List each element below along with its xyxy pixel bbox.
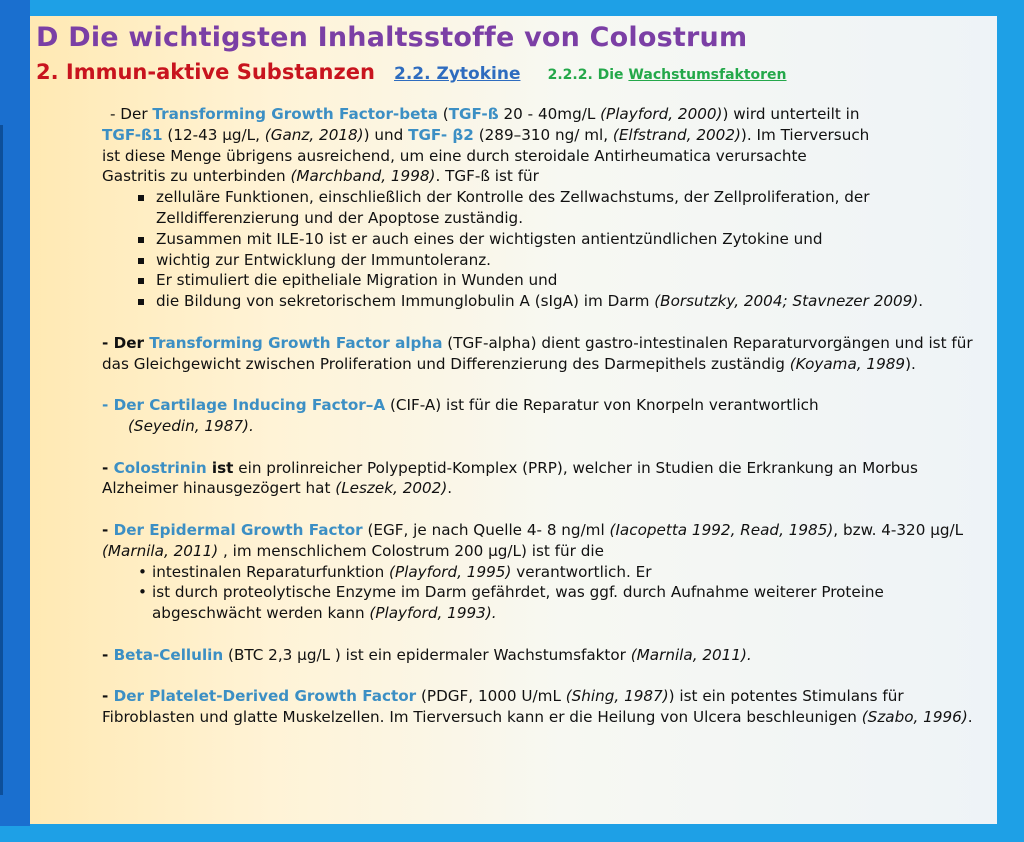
text: - Der	[102, 333, 150, 352]
slide-panel	[30, 16, 997, 824]
btc-name: Beta-Cellulin	[113, 645, 224, 664]
text: , im menschlichem Colostrum 200 µg/L) ist für die	[218, 541, 604, 560]
egf-name: Der Epidermal Growth Factor	[113, 520, 363, 539]
text: .	[967, 708, 973, 727]
list-item: zelluläre Funktionen, einschließlich der Kontrolle des Zellwachstums, der Zellproliferation, der Zelldifferenzierung und der Apoptose zuständig.	[136, 187, 988, 229]
citation: (Ganz, 2018)	[264, 125, 364, 144]
text: ). Im Tierversuch	[740, 125, 870, 144]
cif-citation-line	[108, 416, 988, 437]
text: (PDGF, 1000 U/mL	[416, 687, 566, 706]
spacer	[108, 312, 988, 333]
tgfb-line4	[102, 166, 988, 187]
subtitle-wachs-link[interactable]: Wachstumsfaktoren	[628, 67, 787, 83]
cif-name: Der Cartilage Inducing Factor–A	[113, 396, 386, 415]
text: , bzw. 4-320 µg/L	[833, 520, 964, 539]
citation: (Leszek, 2002)	[335, 479, 448, 498]
text: (	[437, 105, 449, 123]
dash: -	[102, 645, 114, 664]
tgfb-line2	[102, 125, 988, 146]
citation: (Playford, 1995)	[389, 562, 512, 581]
subtitle-wachstumsfaktoren	[548, 67, 787, 83]
subtitle-wachs-prefix: 2.2.2. Die	[547, 67, 629, 83]
citation: (Iacopetta 1992, Read, 1985)	[609, 520, 834, 539]
dash: -	[102, 687, 114, 706]
list-item: wichtig zur Entwicklung der Immuntoleranz.	[136, 250, 988, 271]
tgfb1-abbr: TGF-ß1	[102, 125, 163, 144]
text: . TGF-ß ist für	[435, 167, 539, 186]
slide-title: D Die wichtigsten Inhaltsstoffe von Colostrum	[36, 22, 748, 53]
spacer	[108, 624, 988, 645]
text: die Bildung von sekretorischem Immunglobulin A (sIgA) im Darm	[156, 292, 655, 311]
cif-paragraph	[102, 395, 988, 416]
text: ist	[206, 458, 234, 477]
subtitle-row	[36, 60, 787, 84]
text: (12-43 µg/L,	[162, 125, 265, 144]
subtitle-main: 2. Immun-aktive Substanzen	[36, 60, 375, 84]
text: ).	[905, 354, 916, 373]
pdgf-paragraph	[102, 686, 988, 728]
content-body	[102, 104, 988, 728]
citation: (Elfstrand, 2002)	[612, 125, 741, 144]
tgfb-paragraph	[108, 104, 988, 125]
citation: (Koyama, 1989	[789, 354, 906, 373]
tgfb-bullet-list	[108, 187, 988, 312]
text: (EGF, je nach Quelle 4- 8 ng/ml	[362, 520, 610, 539]
colostrinin-paragraph	[102, 458, 988, 500]
citation: (Borsutzky, 2004; Stavnezer 2009)	[654, 292, 919, 311]
text: - Der	[110, 105, 153, 123]
dash: -	[102, 396, 114, 415]
text: (289–310 ng/ ml,	[473, 125, 613, 144]
dash: -	[102, 458, 114, 477]
text: ist durch proteolytische Enzyme im Darm gefährdet, was ggf. durch Aufnahme weiterer Proteine abgeschwächt werden kann	[152, 583, 884, 623]
text: intestinalen Reparaturfunktion	[152, 562, 390, 581]
spacer	[108, 666, 988, 687]
text: ) und	[363, 125, 409, 144]
left-border-accent	[0, 125, 3, 795]
list-item	[136, 291, 988, 312]
text: (BTC 2,3 µg/L ) ist ein epidermaler Wachstumsfaktor	[223, 645, 631, 664]
tgfa-paragraph	[102, 333, 988, 375]
subtitle-zytokine-link[interactable]: 2.2. Zytokine	[394, 64, 521, 84]
citation: (Playford, 1993).	[369, 604, 497, 623]
list-item: Er stimuliert die epitheliale Migration in Wunden und	[136, 270, 988, 291]
list-item: Zusammen mit ILE-10 ist er auch eines der wichtigsten antientzündlichen Zytokine und	[136, 229, 988, 250]
colostrinin-name: Colostrinin	[113, 458, 207, 477]
text: .	[918, 292, 924, 311]
list-item	[138, 562, 988, 583]
list-item	[138, 582, 988, 624]
citation: (Seyedin, 1987).	[128, 416, 254, 435]
spacer	[108, 499, 988, 520]
text: verantwortlich. Er	[511, 562, 652, 581]
text: ) ist ein potentes Stimulans für Fibroblasten und glatte Muskelzellen. Im Tierversuch kann er die Heilung von Ulcera beschleunigen	[102, 687, 904, 727]
bottom-border-strip	[0, 826, 1024, 842]
spacer	[108, 437, 988, 458]
text: (TGF-alpha) dient gastro-intestinalen Reparaturvorgängen und ist für das Gleichgewicht zwischen Proliferation und Differenzierung des Darmepithels zuständig	[102, 333, 973, 373]
text: ) wird unterteilt in	[722, 105, 860, 123]
pdgf-name: Der Platelet-Derived Growth Factor	[113, 687, 417, 706]
tgfb-line3: ist diese Menge übrigens ausreichend, um eine durch steroidale Antirheumatica verursachte	[102, 146, 807, 165]
text: .	[447, 479, 453, 498]
btc-paragraph	[102, 645, 988, 666]
dash: -	[102, 520, 114, 539]
egf-paragraph	[102, 520, 988, 562]
citation: (Shing, 1987)	[565, 687, 669, 706]
tgfb-abbr: TGF-ß	[448, 105, 499, 123]
text: (CIF-A) ist für die Reparatur von Knorpeln verantwortlich	[385, 396, 819, 415]
spacer	[108, 374, 988, 395]
citation: (Playford, 2000)	[600, 105, 723, 123]
citation: (Marchband, 1998)	[290, 167, 436, 186]
egf-bullet-list	[108, 562, 988, 624]
tgfb2-abbr: TGF- β2	[408, 125, 474, 144]
citation: (Szabo, 1996)	[861, 708, 968, 727]
left-border-strip	[0, 0, 30, 842]
text: 20 - 40mg/L	[498, 105, 601, 123]
citation: (Marnila, 2011).	[630, 645, 752, 664]
tgfa-name: Transforming Growth Factor alpha	[149, 333, 443, 352]
tgfb-name: Transforming Growth Factor-beta	[152, 105, 438, 123]
text: ein prolinreicher Polypeptid-Komplex (PRP), welcher in Studien die Erkrankung an Morbus Alzheimer hinausgezögert hat	[102, 458, 918, 498]
citation: (Marnila, 2011)	[102, 541, 219, 560]
text: Gastritis zu unterbinden	[102, 167, 291, 186]
